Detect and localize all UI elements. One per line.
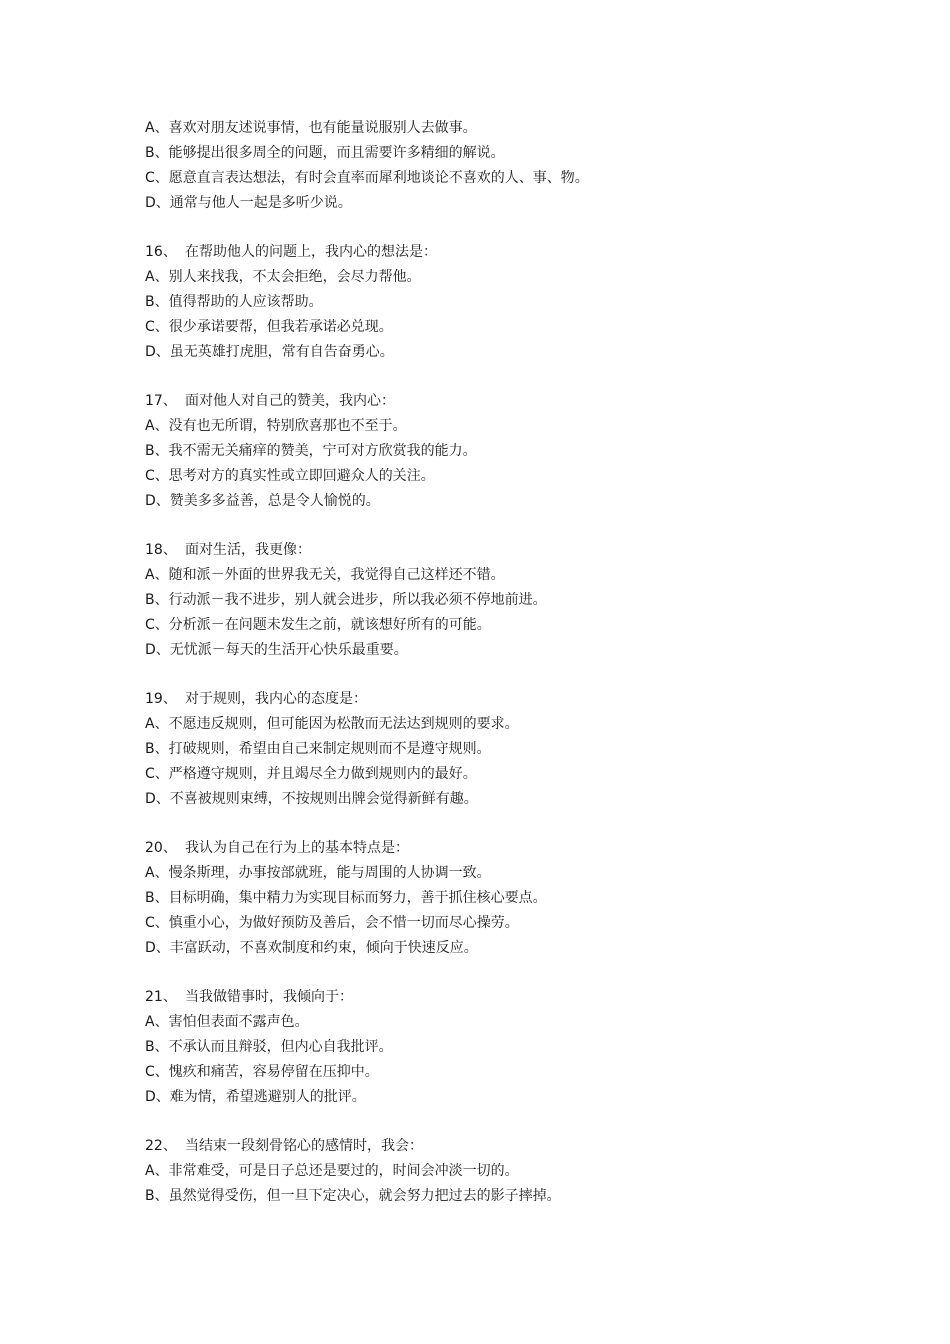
question-22 [145, 1134, 845, 1209]
option-line: D、通常与他人一起是多听少说。 [145, 195, 352, 211]
question-text: 面对生活，我更像： [185, 542, 311, 558]
question-text: 在帮助他人的问题上，我内心的想法是： [185, 244, 437, 260]
question-number: 20、 [145, 840, 177, 856]
option-line: C、愿意直言表达想法，有时会直率而犀利地谈论不喜欢的人、事、物。 [145, 170, 589, 186]
option-line: C、很少承诺要帮，但我若承诺必兑现。 [145, 319, 393, 335]
question-number: 17、 [145, 393, 177, 409]
option-line: B、值得帮助的人应该帮助。 [145, 294, 323, 310]
question-header [145, 836, 845, 861]
option-line: A、随和派－外面的世界我无关，我觉得自己这样还不错。 [145, 567, 505, 583]
question-16 [145, 240, 845, 365]
option-line: C、愧疚和痛苦，容易停留在压抑中。 [145, 1064, 379, 1080]
question-number: 16、 [145, 244, 177, 260]
option-line: D、无忧派－每天的生活开心快乐最重要。 [145, 642, 408, 658]
option-line: B、不承认而且辩驳，但内心自我批评。 [145, 1039, 393, 1055]
option-line: A、慢条斯理，办事按部就班，能与周围的人协调一致。 [145, 865, 491, 881]
question-header [145, 389, 845, 414]
question-text: 当我做错事时，我倾向于： [185, 989, 353, 1005]
option-line: D、难为情，希望逃避别人的批评。 [145, 1089, 366, 1105]
intro-options-block [145, 116, 845, 216]
option-line: A、喜欢对朋友述说事情，也有能量说服别人去做事。 [145, 120, 477, 136]
question-text: 面对他人对自己的赞美，我内心： [185, 393, 395, 409]
option-line: B、行动派－我不进步，别人就会进步，所以我必须不停地前进。 [145, 592, 547, 608]
question-text: 我认为自己在行为上的基本特点是： [185, 840, 409, 856]
option-line: D、虽无英雄打虎胆，常有自告奋勇心。 [145, 344, 394, 360]
question-19 [145, 687, 845, 812]
option-line: B、虽然觉得受伤，但一旦下定决心，就会努力把过去的影子摔掉。 [145, 1188, 561, 1204]
question-17 [145, 389, 845, 514]
option-line: C、分析派－在问题未发生之前，就该想好所有的可能。 [145, 617, 491, 633]
question-header [145, 985, 845, 1010]
question-20 [145, 836, 845, 961]
option-line: A、别人来找我，不太会拒绝，会尽力帮他。 [145, 269, 421, 285]
question-header [145, 240, 845, 265]
option-line: B、我不需无关痛痒的赞美，宁可对方欣赏我的能力。 [145, 443, 477, 459]
question-header [145, 687, 845, 712]
question-number: 18、 [145, 542, 177, 558]
option-line: A、没有也无所谓，特别欣喜那也不至于。 [145, 418, 407, 434]
option-line: B、打破规则，希望由自己来制定规则而不是遵守规则。 [145, 741, 491, 757]
question-21 [145, 985, 845, 1110]
question-number: 19、 [145, 691, 177, 707]
option-line: D、不喜被规则束缚，不按规则出牌会觉得新鲜有趣。 [145, 791, 478, 807]
question-list [145, 116, 845, 1233]
question-header [145, 538, 845, 563]
question-number: 21、 [145, 989, 177, 1005]
option-line: A、不愿违反规则，但可能因为松散而无法达到规则的要求。 [145, 716, 519, 732]
question-18 [145, 538, 845, 663]
option-line: A、害怕但表面不露声色。 [145, 1014, 309, 1030]
question-text: 对于规则，我内心的态度是： [185, 691, 367, 707]
option-line: D、赞美多多益善，总是令人愉悦的。 [145, 493, 380, 509]
option-line: C、慎重小心，为做好预防及善后，会不惜一切而尽心操劳。 [145, 915, 519, 931]
question-text: 当结束一段刻骨铭心的感情时，我会： [185, 1138, 423, 1154]
question-number: 22、 [145, 1138, 177, 1154]
question-header [145, 1134, 845, 1159]
option-line: B、能够提出很多周全的问题，而且需要许多精细的解说。 [145, 145, 505, 161]
option-line: D、丰富跃动，不喜欢制度和约束，倾向于快速反应。 [145, 940, 478, 956]
option-line: B、目标明确，集中精力为实现目标而努力，善于抓住核心要点。 [145, 890, 547, 906]
option-line: C、思考对方的真实性或立即回避众人的关注。 [145, 468, 435, 484]
option-line: A、非常难受，可是日子总还是要过的，时间会冲淡一切的。 [145, 1163, 519, 1179]
option-line: C、严格遵守规则，并且竭尽全力做到规则内的最好。 [145, 766, 477, 782]
